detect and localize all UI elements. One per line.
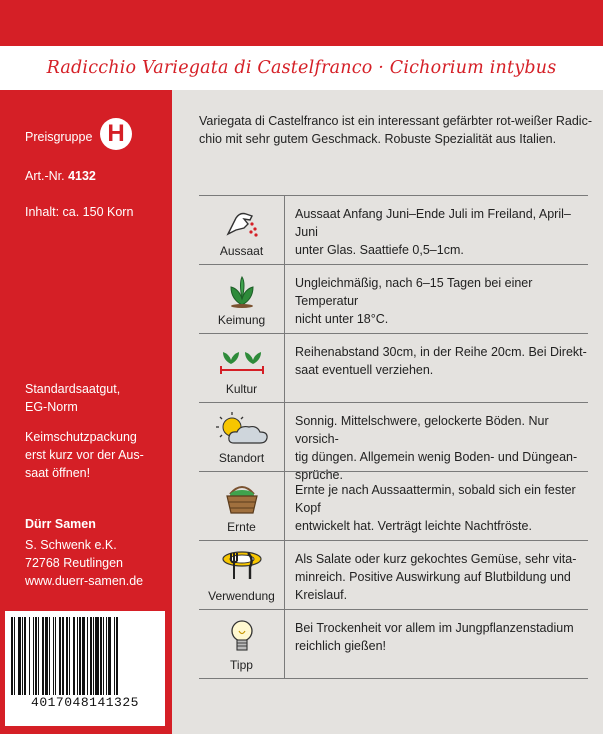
article-number-value: 4132 (68, 169, 96, 183)
row-text-line: Als Salate oder kurz gekochtes Gemüse, sehr vita- (295, 552, 577, 566)
seed-standard (25, 380, 120, 416)
row-text-line: nicht unter 18°C. (295, 312, 389, 326)
harvest-basket-icon (222, 480, 262, 518)
note-line2: erst kurz vor der Aus- (25, 448, 144, 462)
row-text-line: Bei Trockenheit vor allem im Jungpflanzenstadium (295, 621, 574, 635)
icon-cell (199, 265, 285, 333)
row-text-line: sprüche. (295, 468, 343, 482)
icon-cell (199, 334, 285, 402)
article-number (25, 167, 96, 185)
row-label: Standort (218, 451, 265, 465)
row-text (285, 610, 588, 678)
price-group-badge (100, 118, 132, 150)
company-city: 72768 Reutlingen (25, 556, 123, 570)
row-text-line: unter Glas. Saattiefe 0,5–1cm. (295, 243, 464, 257)
row-text-line: Sonnig. Mittelschwere, gelockerte Böden. Nur vorsich- (295, 414, 549, 446)
sidebar (0, 90, 172, 734)
intro-line1: Variegata di Castelfranco ist ein interessant gefärbter rot-weißer Radic- (199, 114, 592, 128)
product-title: Radicchio Variegata di Castelfranco · Cichorium intybus (46, 58, 557, 78)
table-row (199, 333, 588, 402)
row-text-line: Ernte je nach Aussaattermin, sobald sich ein fester Kopf (295, 483, 576, 515)
price-group-letter: H (107, 120, 125, 147)
row-text (285, 265, 588, 333)
row-text (285, 472, 588, 540)
row-text (285, 334, 588, 402)
row-label: Ernte (227, 520, 256, 534)
row-text-line: minreich. Positive Auswirkung auf Blutbildung und (295, 570, 571, 584)
seedling-icon (225, 273, 259, 309)
barcode-bars (11, 617, 159, 695)
icon-cell (199, 541, 285, 609)
table-row (199, 540, 588, 609)
row-text-line: entwickelt hat. Verträgt leichte Nachtfröste. (295, 519, 532, 533)
row-label: Kultur (225, 382, 258, 396)
row-label: Verwendung (208, 589, 275, 603)
row-text-line: reichlich gießen! (295, 639, 387, 653)
title-bar (0, 46, 603, 90)
company-website: www.duerr-samen.de (25, 574, 144, 588)
icon-cell (199, 403, 285, 471)
note-line1: Keimschutzpackung (25, 430, 137, 444)
row-text-line: tig düngen. Allgemein wenig Boden- und Düngean- (295, 450, 578, 464)
icon-cell (199, 610, 285, 678)
plate-cutlery-icon (220, 549, 264, 585)
table-row (199, 471, 588, 540)
barcode (5, 611, 165, 726)
article-number-label: Art.-Nr. (25, 169, 65, 183)
table-row (199, 402, 588, 482)
lightbulb-icon (227, 618, 257, 656)
germination-pack-note (25, 428, 144, 482)
table-row (199, 264, 588, 333)
note-line3: saat öffnen! (25, 466, 91, 480)
table-row (199, 195, 588, 264)
row-text-line: Kreislauf. (295, 588, 348, 602)
row-label: Tipp (230, 658, 253, 672)
company-name: Dürr Samen (25, 517, 96, 531)
row-text-line: Aussaat Anfang Juni–Ende Juli im Freiland, April–Juni (295, 207, 571, 239)
top-band (0, 0, 603, 46)
row-label: Aussaat (219, 244, 264, 258)
row-text (285, 196, 588, 264)
icon-cell (199, 196, 285, 264)
intro-line2: chio mit sehr gutem Geschmack. Robuste Spezialität aus Italien. (199, 132, 557, 146)
row-text (285, 541, 588, 609)
intro-text (199, 112, 594, 148)
company-info (25, 515, 143, 590)
row-text-line: Ungleichmäßig, nach 6–15 Tagen bei einer Temperatur (295, 276, 533, 308)
seed-standard-line2: EG-Norm (25, 400, 78, 414)
price-group-label: Preisgruppe (25, 130, 93, 144)
seed-standard-line1: Standardsaatgut, (25, 382, 121, 396)
row-label: Keimung (217, 313, 266, 327)
table-row (199, 609, 588, 679)
plants-row-icon (217, 342, 267, 378)
sun-cloud-icon (212, 411, 272, 449)
row-text (285, 403, 588, 482)
sowing-hand-icon (222, 204, 262, 240)
row-text-line: Reihenabstand 30cm, in der Reihe 20cm. Bei Direkt- (295, 345, 587, 359)
content-info: Inhalt: ca. 150 Korn (25, 205, 134, 219)
row-text-line: saat eventuell verziehen. (295, 363, 434, 377)
barcode-number: 4017048141325 (31, 695, 139, 710)
icon-cell (199, 472, 285, 540)
company-owner: S. Schwenk e.K. (25, 538, 117, 552)
info-table (199, 195, 588, 679)
barcode-stripe (118, 617, 119, 695)
